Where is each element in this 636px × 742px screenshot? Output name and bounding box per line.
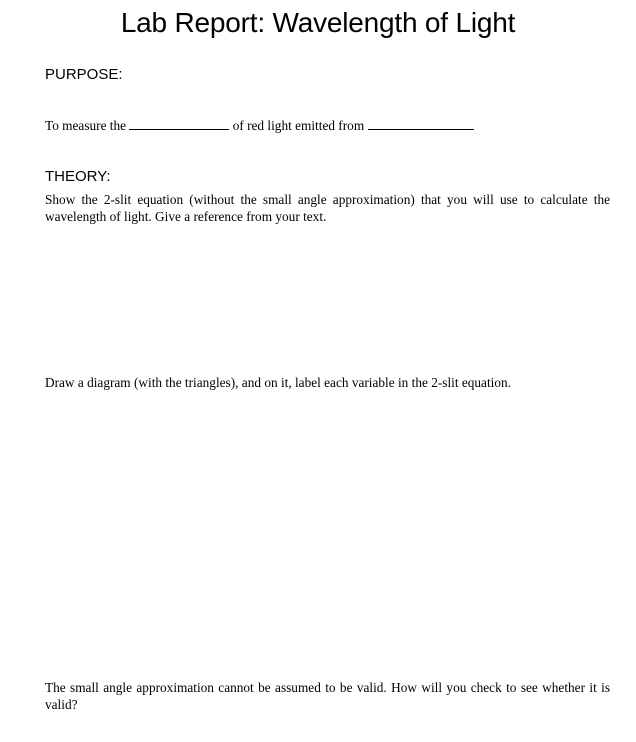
theory-question-equation: Show the 2-slit equation (without the small angle approximation) that you will use to calculate the wavelength of light. Give a reference from your text. [45,192,610,224]
theory-question-small-angle: The small angle approximation cannot be assumed to be valid. How will you check to see whether it is valid? [45,680,610,712]
purpose-heading: PURPOSE: [45,66,123,83]
light-source-blank[interactable] [368,117,474,130]
purpose-statement [45,117,474,134]
theory-heading: THEORY: [45,168,111,185]
purpose-text-before: To measure the [45,118,127,133]
measured-quantity-blank[interactable] [129,117,229,130]
purpose-text-middle: of red light emitted from [232,118,365,133]
page-title: Lab Report: Wavelength of Light [120,7,516,38]
theory-question-diagram: Draw a diagram (with the triangles), and on it, label each variable in the 2-slit equation. [45,375,511,390]
